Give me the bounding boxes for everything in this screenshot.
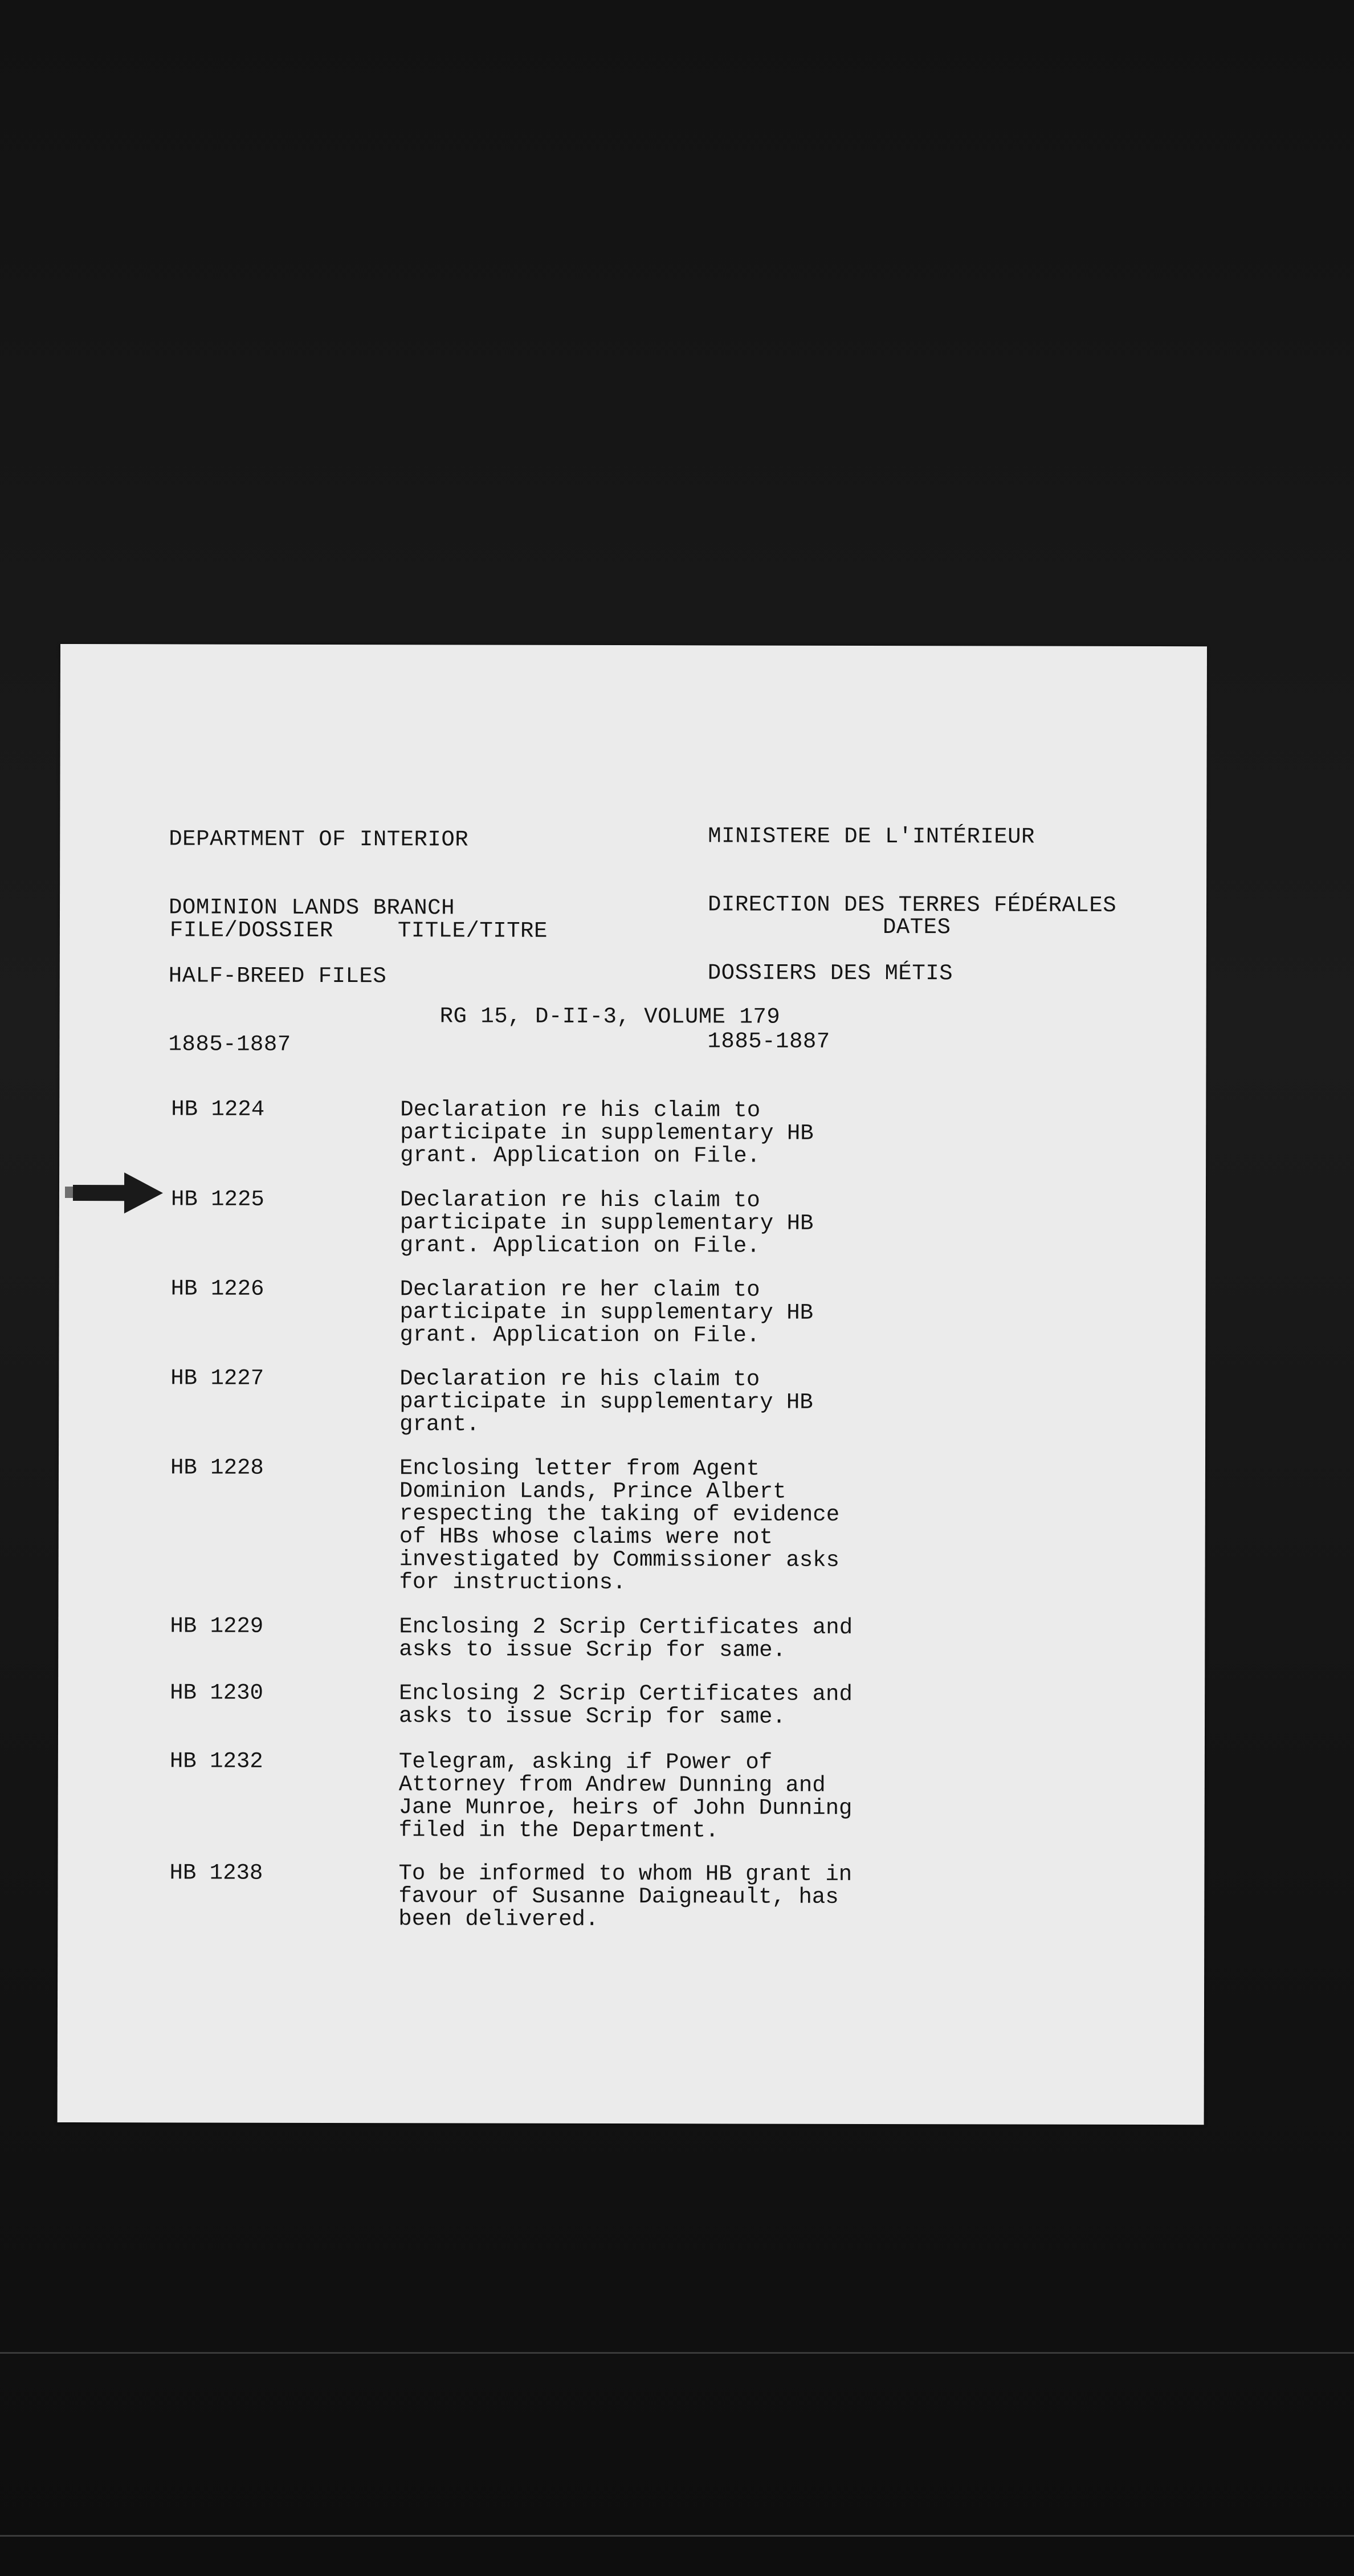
file-title [398,1862,852,1931]
file-title-line: To be informed to whom HB grant in [398,1861,853,1887]
file-title-line: participate in supplementary HB [400,1120,814,1146]
file-title-line: Dominion Lands, Prince Albert [399,1478,786,1505]
file-title-line: Attorney from Andrew Dunning and [398,1772,826,1798]
header-french-line: DOSSIERS DES MÉTIS [707,960,953,987]
volume-label: RG 15, D-II-3, VOLUME 179 [439,1004,781,1030]
file-title-line: grant. Application on File. [400,1143,761,1169]
document-page [58,644,1207,2125]
column-header-file: FILE/DOSSIER [169,918,333,944]
file-title-line: Jane Munroe, heirs of John Dunning [398,1795,853,1821]
header-french-line: MINISTERE DE L'INTÉRIEUR [708,824,1035,850]
file-title-line: Enclosing 2 Scrip Certificates and [399,1681,853,1707]
file-title-line: respecting the taking of evidence [399,1501,840,1527]
file-title-line: participate in supplementary HB [399,1389,813,1415]
file-title-line: asks to issue Scrip for same. [399,1703,786,1730]
file-title-line: favour of Susanne Daigneault, has [398,1884,839,1910]
file-title-line: been delivered. [398,1906,599,1932]
list-item [58,1613,1205,1663]
header-french-line: DIRECTION DES TERRES FÉDÉRALES [707,892,1117,918]
file-title-line: of HBs whose claims were not [399,1524,773,1550]
file-title [400,1188,814,1258]
file-title-line: grant. [399,1412,480,1437]
file-title-line: Enclosing letter from Agent [399,1456,760,1482]
file-title-line: Telegram, asking if Power of [398,1749,773,1775]
file-title-line: Declaration re his claim to [399,1187,760,1213]
header-english-line: 1885-1887 [168,1032,291,1057]
file-title [399,1457,840,1595]
file-number: HB 1232 [169,1748,263,1774]
file-title-line: Enclosing 2 Scrip Certificates and [399,1614,853,1640]
list-item [59,1366,1205,1437]
file-title-line: grant. Application on File. [399,1233,760,1259]
file-number: HB 1229 [170,1613,264,1639]
file-number: HB 1228 [170,1455,264,1481]
file-number: HB 1224 [171,1097,265,1122]
list-item [58,1748,1205,1844]
pointing-arrow-icon [65,1170,165,1216]
file-title-line: Declaration re his claim to [399,1366,760,1392]
header-english-line: DOMINION LANDS BRANCH [168,895,455,921]
header-french-line: 1885-1887 [707,1029,830,1054]
list-item [59,1276,1206,1348]
file-title-line: participate in supplementary HB [399,1210,814,1236]
file-title [399,1367,813,1437]
file-number: HB 1238 [169,1860,263,1886]
file-number: HB 1226 [170,1276,264,1302]
file-title [399,1278,813,1347]
column-header-title: TITLE/TITRE [397,918,548,944]
file-title [399,1682,853,1729]
scan-line-bottom [0,2535,1354,2537]
file-title-line: for instructions. [399,1570,626,1596]
file-title [400,1098,814,1168]
file-number: HB 1227 [170,1366,264,1391]
file-title-line: investigated by Commissioner asks [399,1547,840,1573]
scan-line-top [0,2352,1354,2354]
file-number: HB 1230 [170,1680,264,1706]
file-title [399,1750,853,1843]
list-item [59,1187,1206,1259]
file-title-line: participate in supplementary HB [399,1299,814,1326]
list-item [58,1860,1205,1932]
file-title-line: Declaration re his claim to [400,1097,761,1123]
header-english-line: HALF-BREED FILES [168,963,387,989]
file-title-line: filed in the Department. [398,1817,719,1844]
header-english-line: DEPARTMENT OF INTERIOR [169,826,469,853]
file-title [399,1615,853,1662]
file-title-line: Declaration re her claim to [399,1277,760,1303]
file-number: HB 1225 [170,1187,264,1212]
list-item [59,1455,1205,1596]
column-header-dates: DATES [882,915,951,940]
list-item [58,1680,1205,1730]
file-title-line: grant. Application on File. [399,1322,760,1348]
file-title-line: asks to issue Scrip for same. [399,1637,786,1663]
